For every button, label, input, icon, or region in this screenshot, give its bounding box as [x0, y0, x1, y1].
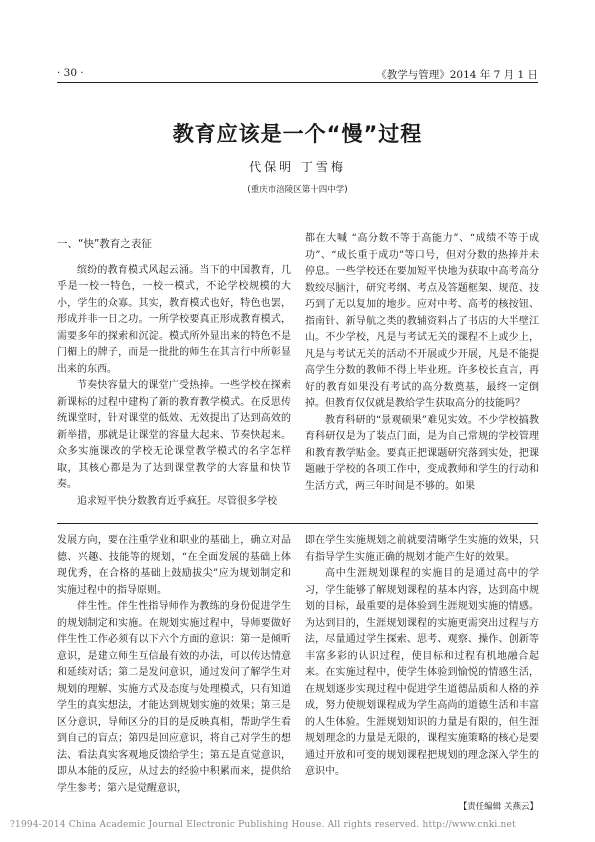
- copyright-footer: ?1994-2014 China Academic Journal Electronic Publishing House. All rights reserved. http://www.cnki.net: [10, 820, 516, 830]
- paragraph: 伴生性。伴生性指导师作为教练的身份促进学生的规划制定和实施。在规划实施过程中，导师要做好伴生性工作必须有以下六个方面的意识：第一是倾听意识，是建立师生互信最有效的办法，可以传达情意和延续对话；第二是发问意识，通过发问了解学生对规划的理解、实施方式及态度与处理模式，只有知道学生的真实想法，才能达到规划实施的效果；第三是区分意识，导师区分的目的是反映真相，帮助学生看到自己的盲点；第四是回应意识，将自己对学生的想法、看法真实客观地反馈给学生；第五是直觉意识，即从本能的反应，从过去的经验中积累而来，提供给学生参考；第六是觉醒意识，: [57, 601, 291, 794]
- section-heading: 一、“快”教育之表征: [57, 238, 152, 250]
- column-2: [305, 231, 539, 495]
- column-1: [57, 236, 291, 510]
- article-affiliation: (重庆市涪陵区第十四中学): [247, 185, 348, 195]
- column-3: [57, 533, 291, 797]
- column-4: [305, 533, 539, 781]
- header-rule: [57, 82, 538, 83]
- journal-header: 《教学与管理》2014 年 7 月 1 日: [376, 69, 538, 81]
- section-divider: [57, 523, 538, 524]
- paragraph: 发展方向，要在注重学业和职业的基础上，确立对品德、兴趣、技能等的规划，“在全面发展的基础上体现优秀，在合格的基础上鼓励拔尖”应为规划制定和实施过程中的指导原则。: [57, 535, 291, 596]
- article-title: 教育应该是一个“慢”过程: [172, 122, 423, 146]
- paragraph: 节奏快容量大的课堂广受热捧。一些学校在探索新课标的过程中建构了新的教育教学模式。在反思传统课堂时，针对课堂的低效、无效提出了达到高效的新举措，那就是让课堂的容量大起来、节奏快起来。众多实施课改的学校无论课堂教学模式的名字怎样取，其核心都是为了达到课堂教学的大容量和快节奏。: [57, 380, 291, 490]
- paragraph: 即在学生实施规划之前就要清晰学生实施的效果，只有指导学生实施正确的规划才能产生好的效果。: [305, 535, 539, 563]
- editor-credit: 【责任编辑 关燕云】: [458, 802, 538, 812]
- paragraph: 都在大喊 “高分数不等于高能力”、“成绩不等于成功”、“成长重于成功”等口号，但对分数的热捧并未停息。一些学校还在要加短平快地为获取中高考高分数绞尽脑汁，研究考纲、考点及答题框架、规范、技巧到了无以复加的地步。应对中考、高考的核按钮、指南针、新导航之类的教辅资料占了书店的大半壁江山。不少学校，凡是与考试无关的课程不上或少上，凡是与考试无关的活动不开展或少开展，凡是不能提高学生分数的教师不得上毕业班。许多校长直言，再好的教育如果没有考试的高分数奠基，最终一定倒掉。但教育仅仅就是教给学生获取高分的技能吗？: [305, 233, 539, 409]
- paragraph: 缤纷的教育模式风起云涌。当下的中国教育，几乎是一校一特色，一校一模式，不论学校规模的大小，学生的众寡。其实，教育模式也好，特色也罢，形成并非一日之功。一所学校要真正形成教育模式，需要多年的探索和沉淀。模式所外显出来的特色不是门楣上的牌子，而是一批批的师生在其言行中所彰显出来的东西。: [57, 264, 291, 375]
- page-number: · 30 ·: [57, 67, 84, 79]
- paragraph: 教育科研的“景观硕果”难见实效。不少学校搞教育科研仅是为了装点门面，是为自己常规的学校管理和教育教学贴金。要真正把课题研究落到实处，把课题融于学校的各项工作中，变成教师和学生的行动和生活方式，两三年时间是不够的。如果: [305, 414, 539, 492]
- paragraph: 高中生涯规划课程的实施目的是通过高中的学习，学生能够了解规划课程的基本内容，达到高中规划的目标，最重要的是体验到生涯规划实施的情感。为达到目的，生涯规划课程的实施更需突出过程与方法，尽量通过学生探索、思考、观察、操作、创新等丰富多彩的认识过程，使目标和过程有机地融合起来。在实施过程中，使学生体验到愉悦的情感生活，在规划逐步实现过程中促进学生道德品质和人格的养成，努力使规划课程成为学生高尚的道德生活和丰富的人生体验。生涯规划知识的力量是有限的，但生涯规划理念的力量是无限的，课程实施策略的核心是要通过开放和可变的规划课程把规划的理念深入学生的意识中。: [305, 568, 539, 777]
- article-authors: 代保明 丁雪梅: [249, 160, 346, 174]
- paragraph: 追求短平快分数教育近乎疯狂。尽管很多学校: [77, 495, 277, 507]
